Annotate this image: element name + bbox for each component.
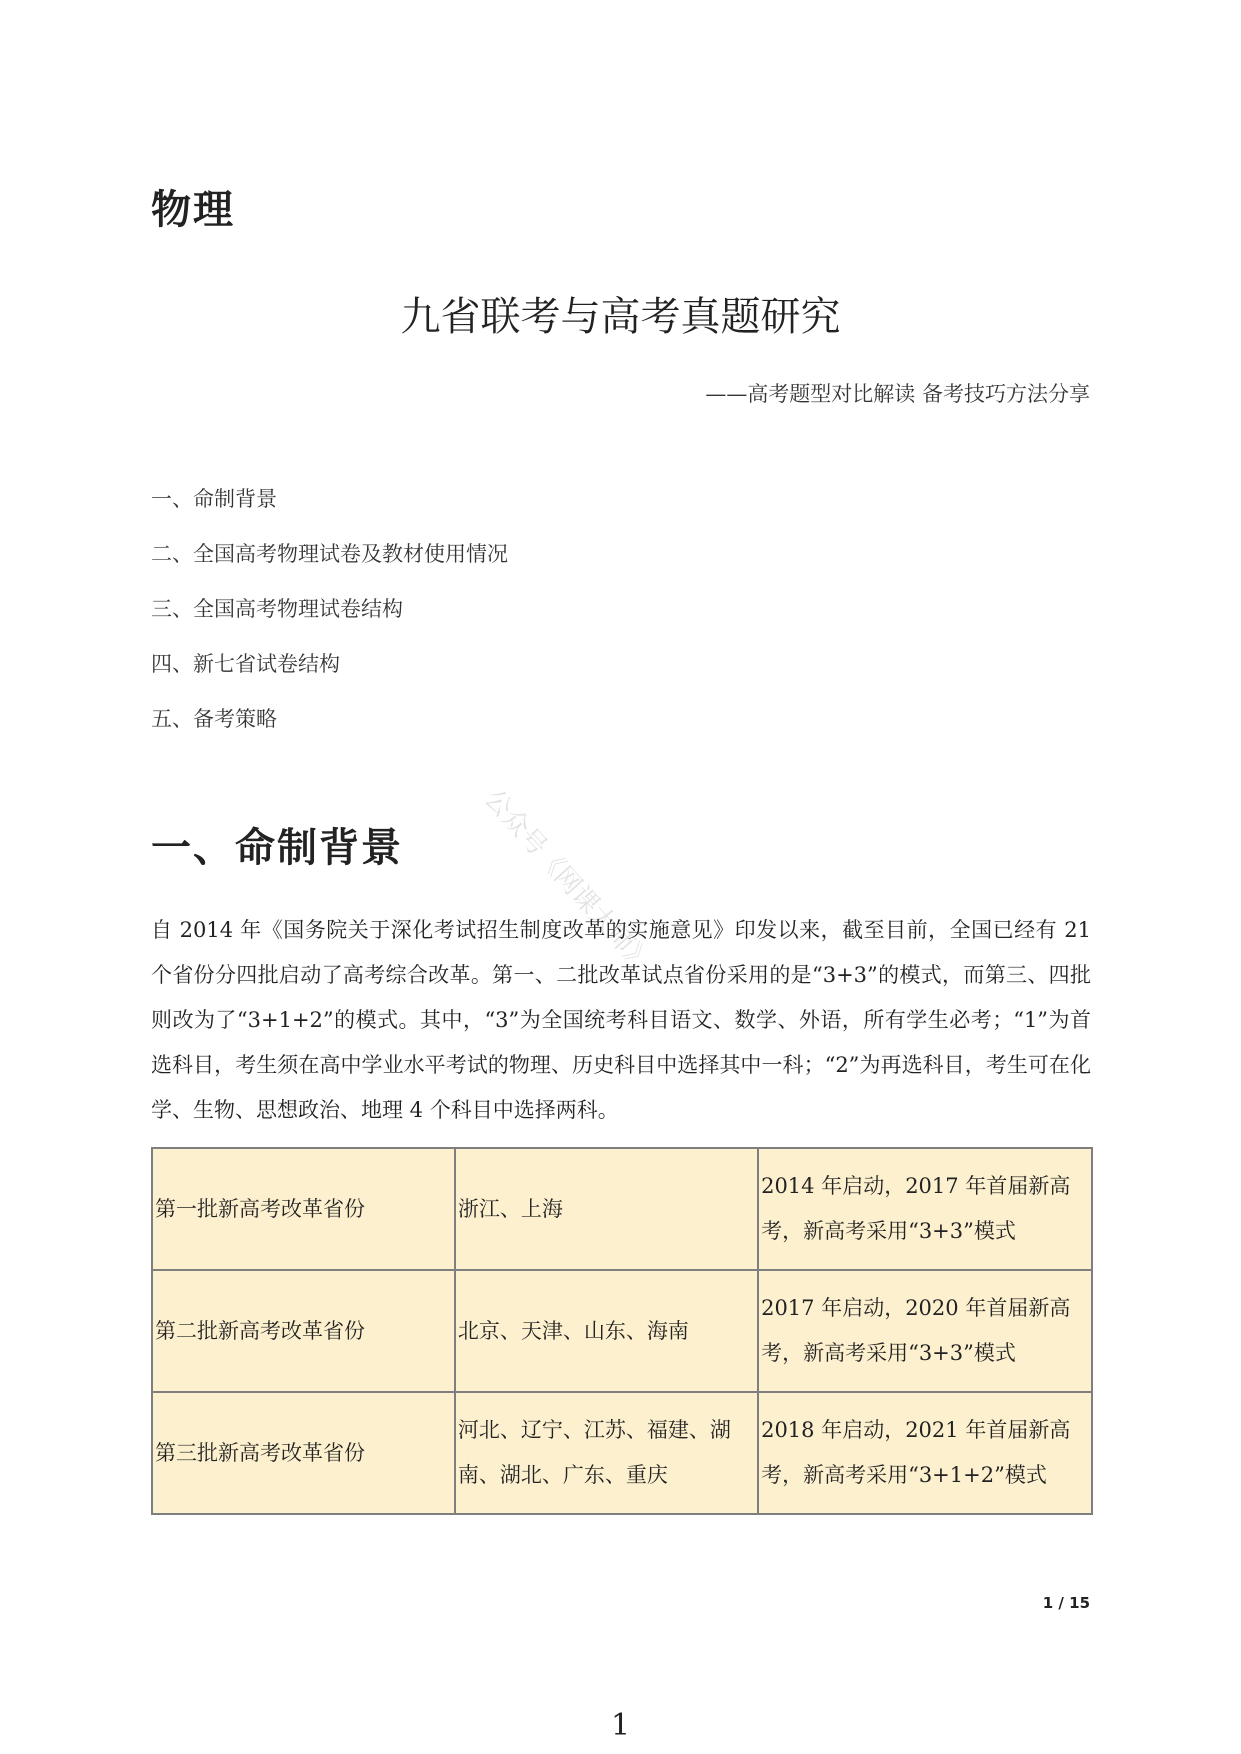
page-number: 1 <box>610 1708 631 1743</box>
document-subtitle: ——高考题型对比解读 备考技巧方法分享 <box>705 382 1090 406</box>
toc-item: 五、备考策略 <box>151 707 277 731</box>
table-cell: 河北、辽宁、江苏、福建、湖南、湖北、广东、重庆 <box>455 1392 758 1514</box>
table-cell: 北京、天津、山东、海南 <box>455 1270 758 1392</box>
table-cell: 第三批新高考改革省份 <box>152 1392 455 1514</box>
table-cell: 2017 年启动，2020 年首届新高考，新高考采用“3+3”模式 <box>758 1270 1092 1392</box>
table-cell: 浙江、上海 <box>455 1148 758 1270</box>
table-cell: 2014 年启动，2017 年首届新高考，新高考采用“3+3”模式 <box>758 1148 1092 1270</box>
toc-item: 一、命制背景 <box>151 487 277 511</box>
page-count: 1 / 15 <box>1042 1594 1090 1612</box>
document-subject: 物理 <box>151 186 235 233</box>
intro-text: 自 2014 年《国务院关于深化考试招生制度改革的实施意见》印发以来，截至目前，全国已经有 21 个省份分四批启动了高考综合改革。第一、二批改革试点省份采用的是“3+3”的模式，而第三、四批则改为了“3+1+2”的模式。其中，“3”为全国统考科目语文、数学、外语，所有学生必考；“1”为首选科目，考生须在高中学业水平考试的物理、历史科目中选择其中一科；“2”为再选科目，考生可在化学、生物、思想政治、地理 4 个科目中选择两科。 <box>151 918 1091 1122</box>
reform-table <box>151 1147 1093 1515</box>
table-row <box>152 1148 1092 1270</box>
document-title: 九省联考与高考真题研究 <box>400 294 841 340</box>
toc-item: 三、全国高考物理试卷结构 <box>151 597 403 621</box>
table-cell: 第一批新高考改革省份 <box>152 1148 455 1270</box>
section-heading: 一、命制背景 <box>151 824 403 871</box>
table-row <box>152 1270 1092 1392</box>
table-cell: 2018 年启动，2021 年首届新高考，新高考采用“3+1+2”模式 <box>758 1392 1092 1514</box>
toc-item: 四、新七省试卷结构 <box>151 652 340 676</box>
toc-item: 二、全国高考物理试卷及教材使用情况 <box>151 542 508 566</box>
table-cell: 第二批新高考改革省份 <box>152 1270 455 1392</box>
watermark: 公众号《网课大师》 <box>478 784 658 978</box>
table-row <box>152 1392 1092 1514</box>
intro-paragraph <box>151 908 1091 1133</box>
